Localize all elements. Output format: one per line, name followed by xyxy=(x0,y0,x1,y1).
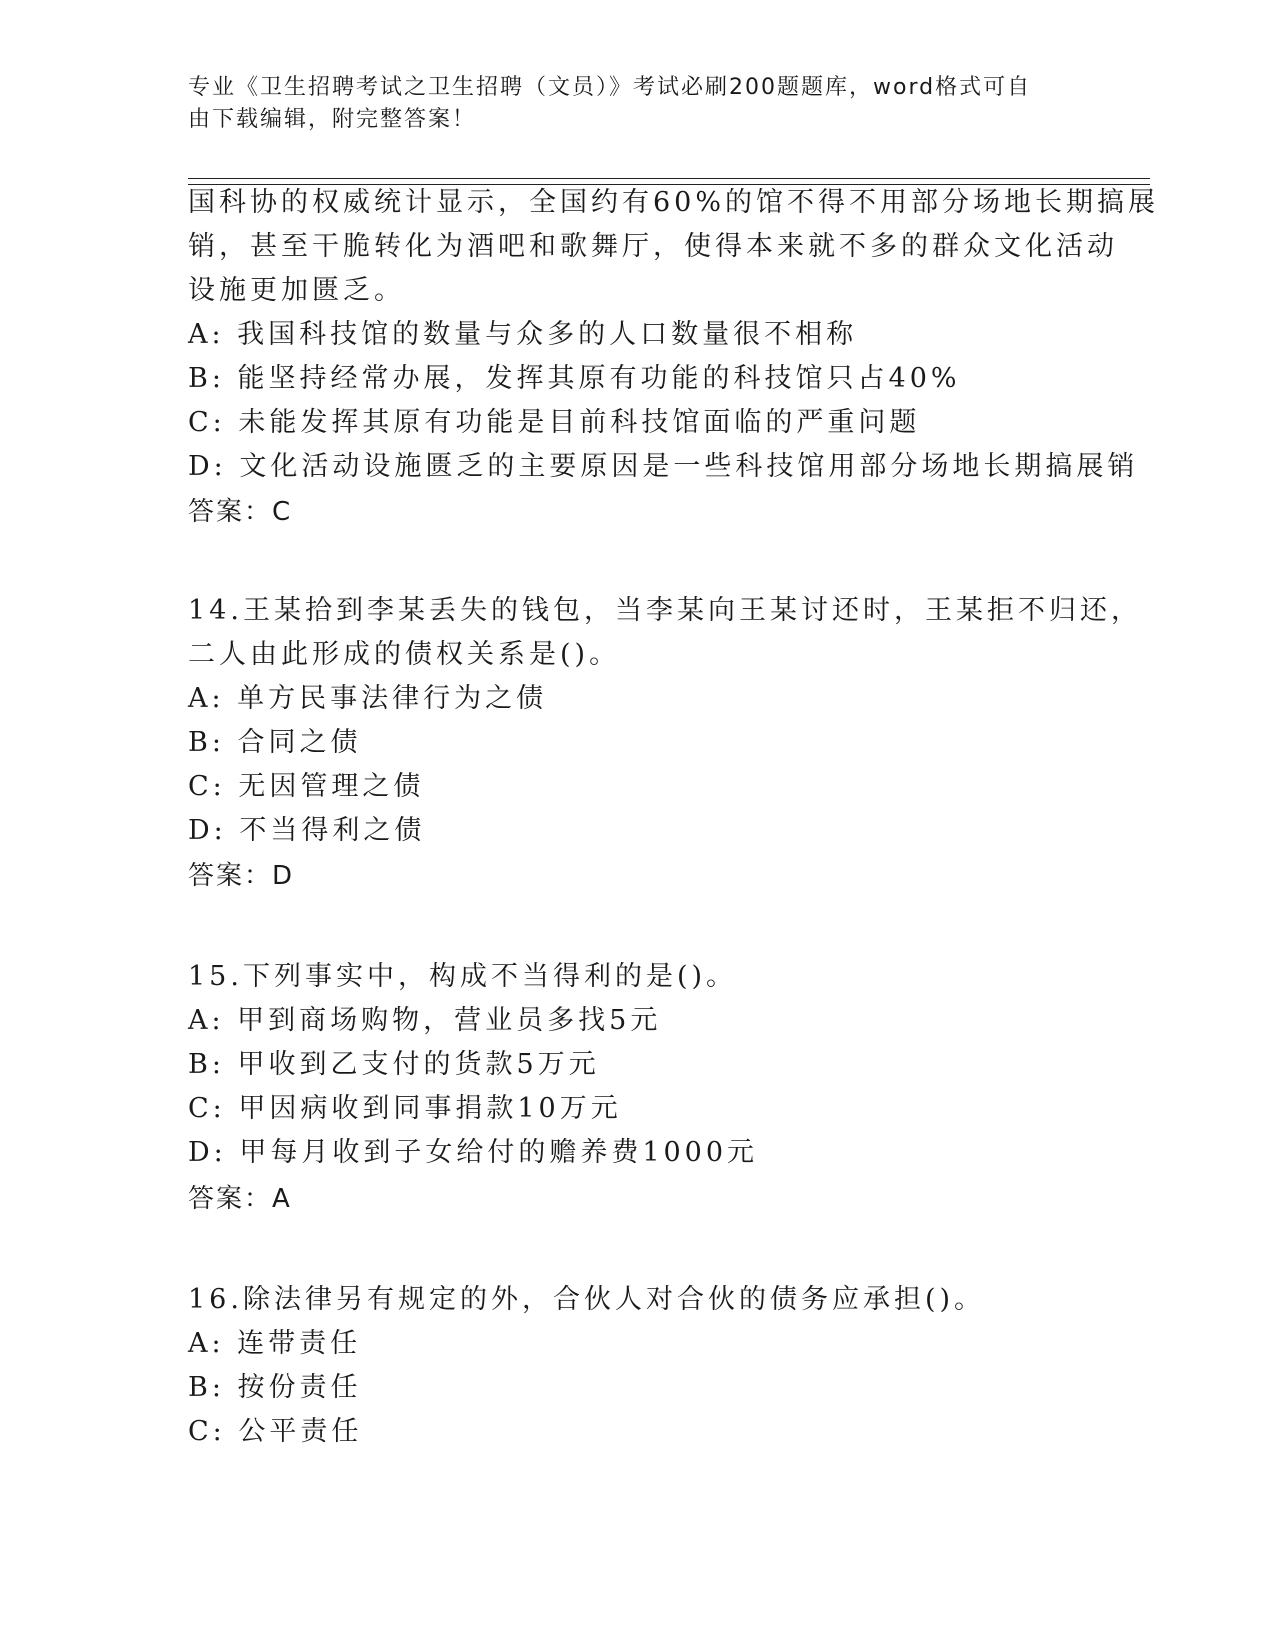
q13-option-a: A: 我国科技馆的数量与众多的人口数量很不相称 xyxy=(188,319,858,350)
q16-option-b: B: 按份责任 xyxy=(188,1372,362,1403)
q13-stem-line-3: 设施更加匮乏。 xyxy=(188,275,405,306)
header-rule-top xyxy=(188,178,1150,179)
q13-option-d: D: 文化活动设施匮乏的主要原因是一些科技馆用部分场地长期搞展销 xyxy=(188,451,1139,482)
q14-option-b: B: 合同之债 xyxy=(188,727,362,758)
header-rule-bottom xyxy=(188,184,1150,185)
q15-option-c: C: 甲因病收到同事捐款10万元 xyxy=(188,1093,622,1124)
q16-stem-line-1: 16.除法律另有规定的外，合伙人对合伙的债务应承担()。 xyxy=(188,1284,986,1315)
header-line-2: 由下载编辑，附完整答案！ xyxy=(188,107,477,132)
q14-answer: 答案：D xyxy=(188,861,295,891)
q15-answer: 答案：A xyxy=(188,1184,292,1214)
q13-option-b: B: 能坚持经常办展，发挥其原有功能的科技馆只占40% xyxy=(188,363,961,394)
q15-option-b: B: 甲收到乙支付的货款5万元 xyxy=(188,1049,600,1080)
q16-option-a: A: 连带责任 xyxy=(188,1328,362,1359)
q13-stem-line-1: 国科协的权威统计显示，全国约有60%的馆不得不用部分场地长期搞展 xyxy=(188,187,1160,218)
q14-stem-line-2: 二人由此形成的债权关系是()。 xyxy=(188,639,621,670)
q14-option-c: C: 无因管理之债 xyxy=(188,771,425,802)
q14-stem-line-1: 14.王某拾到李某丢失的钱包，当李某向王某讨还时，王某拒不归还， xyxy=(188,595,1142,626)
q13-answer: 答案：C xyxy=(188,497,293,527)
q15-option-d: D: 甲每月收到子女给付的赡养费1000元 xyxy=(188,1137,759,1168)
q14-option-a: A: 单方民事法律行为之债 xyxy=(188,683,548,714)
q16-option-c: C: 公平责任 xyxy=(188,1416,363,1447)
q15-option-a: A: 甲到商场购物，营业员多找5元 xyxy=(188,1005,662,1036)
document-header xyxy=(188,72,1088,136)
q14-option-d: D: 不当得利之债 xyxy=(188,815,426,846)
q15-stem-line-1: 15.下列事实中，构成不当得利的是()。 xyxy=(188,961,738,992)
header-line-1: 专业《卫生招聘考试之卫生招聘（文员）》考试必刷200题题库，word格式可自 xyxy=(188,75,1032,100)
q13-option-c: C: 未能发挥其原有功能是目前科技馆面临的严重问题 xyxy=(188,407,921,438)
q13-stem-line-2: 销，甚至干脆转化为酒吧和歌舞厅，使得本来就不多的群众文化活动 xyxy=(188,231,1118,262)
